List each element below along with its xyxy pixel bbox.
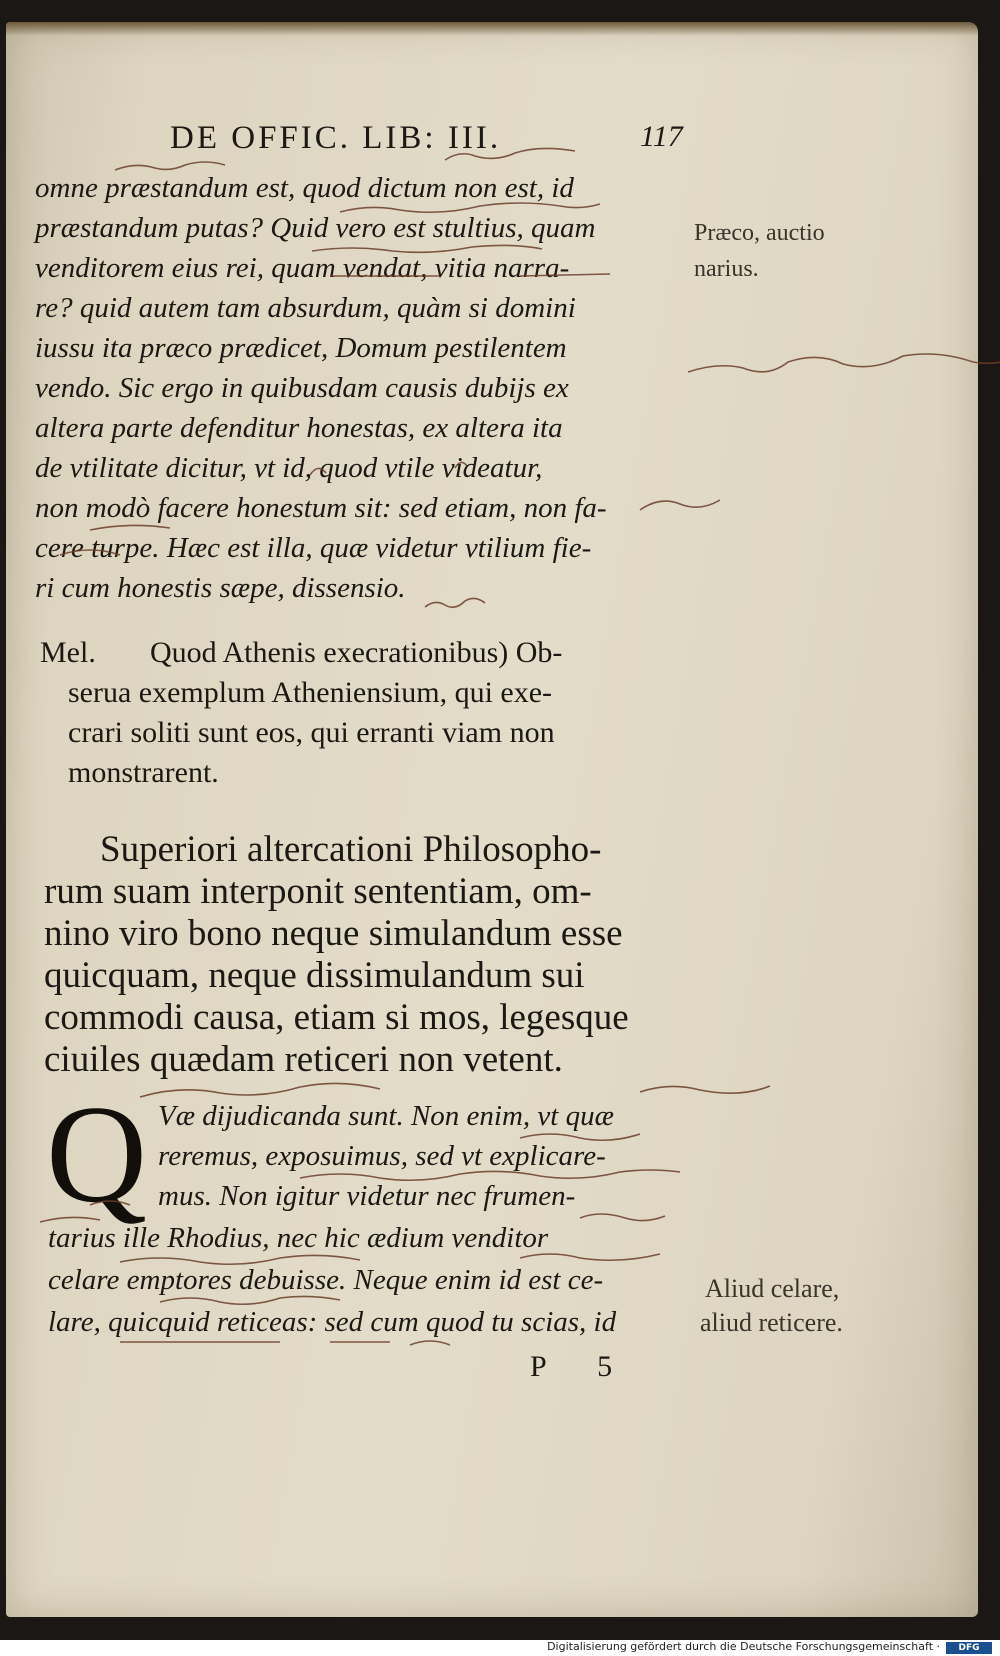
- footer-credit: Digitalisierung gefördert durch die Deutsche Forschungsgemeinschaft ·: [547, 1640, 940, 1653]
- body-line: omne præstandum est, quod dictum non est, id: [35, 172, 574, 204]
- chapter-line: mus. Non igitur videtur nec frumen-: [158, 1180, 576, 1212]
- body-line: præstandum putas? Quid vero est stultius, quam: [35, 212, 596, 244]
- annotation-stroke: [160, 1296, 340, 1304]
- body-line: altera parte defenditur honestas, ex altera ita: [35, 412, 563, 444]
- body-line: de vtilitate dicitur, vt id, quod vtile videatur,: [35, 452, 543, 484]
- annotation-stroke: [410, 1341, 450, 1345]
- melanchthon-line: Quod Athenis execrationibus) Ob-: [150, 636, 563, 669]
- annotation-stroke: [445, 148, 575, 160]
- annotation-stroke: [60, 525, 170, 555]
- margin-note-praeco: Præco, auctio: [694, 220, 825, 246]
- annotation-stroke: [340, 203, 600, 212]
- annotation-stroke: [640, 500, 720, 510]
- chapter-line: lare, quicquid reticeas: sed cum quod tu scias, id: [48, 1306, 617, 1338]
- body-line: iussu ita præco prædicet, Domum pestilentem: [35, 332, 567, 364]
- body-line: cere turpe. Hæc est illa, quæ videtur vtilium fie-: [35, 532, 592, 564]
- annotation-stroke: [330, 274, 610, 276]
- annotation-stroke: [300, 1170, 680, 1180]
- melanchthon-line: monstrarent.: [68, 756, 219, 789]
- body-line: vendo. Sic ergo in quibusdam causis dubijs ex: [35, 372, 569, 404]
- summary-line: quicquam, neque dissimulandum sui: [44, 955, 585, 996]
- dfg-logo: DFG: [946, 1642, 992, 1654]
- summary-line: rum suam interponit sententiam, om-: [44, 871, 592, 912]
- page-number: 117: [640, 120, 683, 153]
- body-line: ri cum honestis sæpe, dissensio.: [35, 572, 406, 604]
- body-line: re? quid autem tam absurdum, quàm si domini: [35, 292, 576, 324]
- annotation-stroke: [312, 245, 542, 252]
- annotation-stroke: [120, 1254, 660, 1264]
- summary-line: ciuiles quædam reticeri non vetent.: [44, 1039, 563, 1080]
- margin-note-aliud: aliud reticere.: [700, 1308, 843, 1337]
- annotation-stroke: [640, 1086, 770, 1093]
- summary-line: commodi causa, etiam si mos, legesque: [44, 997, 629, 1038]
- melanchthon-line: serua exemplum Atheniensium, qui exe-: [68, 676, 553, 709]
- melanchthon-label: Mel.: [40, 636, 96, 669]
- annotation-stroke: [688, 354, 1000, 372]
- summary-line: nino viro bono neque simulandum esse: [44, 913, 623, 954]
- chapter-line: reremus, exposuimus, sed vt explicare-: [158, 1140, 606, 1172]
- summary-line: Superiori altercationi Philosopho-: [100, 829, 602, 870]
- drop-cap: Q: [46, 1077, 148, 1232]
- body-line: non modò facere honestum sit: sed etiam, non fa-: [35, 492, 607, 524]
- annotation-stroke: [520, 1134, 640, 1140]
- annotation-stroke: [115, 162, 225, 170]
- signature-mark: P 5: [530, 1350, 635, 1383]
- annotation-stroke: [425, 598, 485, 607]
- melanchthon-line: crari soliti sunt eos, qui erranti viam non: [68, 716, 555, 749]
- chapter-line: tarius ille Rhodius, nec hic ædium venditor: [48, 1222, 549, 1254]
- body-line: venditorem eius rei, quam vendat, vitia narra-: [35, 252, 570, 284]
- chapter-line: Væ dijudicanda sunt. Non enim, vt quæ: [158, 1100, 614, 1132]
- margin-note-praeco: narius.: [694, 256, 759, 282]
- margin-note-aliud: Aliud celare,: [705, 1274, 840, 1303]
- running-title: DE OFFIC. LIB: III.: [170, 120, 502, 156]
- annotation-stroke: [140, 1083, 380, 1097]
- annotation-stroke: [310, 462, 467, 475]
- annotation-stroke: [40, 1201, 130, 1222]
- chapter-line: celare emptores debuisse. Neque enim id est ce-: [48, 1264, 604, 1296]
- annotation-stroke: [580, 1214, 665, 1221]
